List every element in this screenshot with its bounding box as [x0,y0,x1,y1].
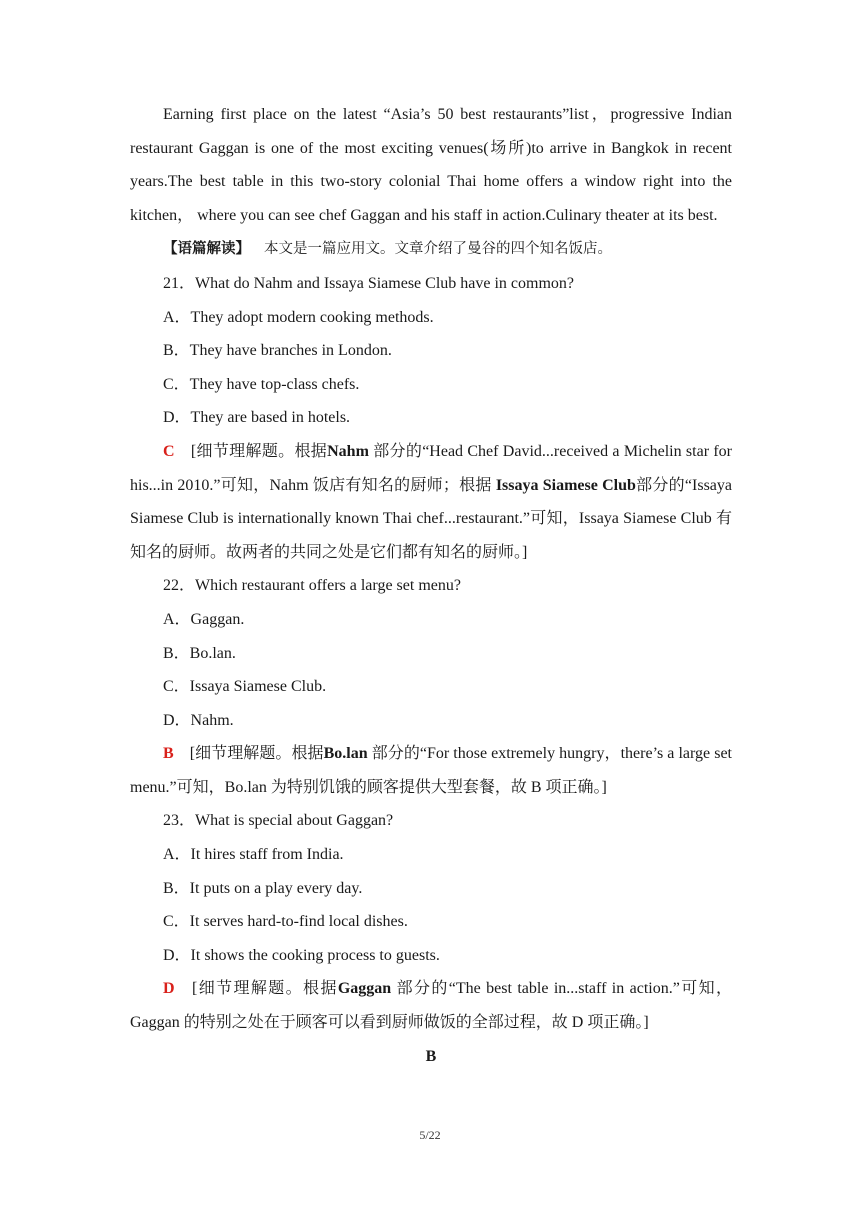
q22-option-c: C．Issaya Siamese Club. [163,678,327,696]
question-22: 22．Which restaurant offers a large set menu? [163,577,461,595]
q22-option-b: B．Bo.lan. [163,644,236,662]
q22-exp-b: Bo.lan [323,745,368,763]
q23-explanation [130,972,732,1039]
q21-exp-b: Nahm [327,442,369,460]
q23-option-c: C．It serves hard-to-find local dishes. [163,913,408,931]
q23-option-d: D．It shows the cooking process to guests. [163,946,440,964]
passage-paragraph: Earning first place on the latest “Asia’s 50 best restaurants”list，progressive Indian restaurant Gaggan is one of the most exciting venues(场所)to arrive in Bangkok in recent years.The best table in this two-story colonial Thai home offers a window right into the kitchen， where you can see chef Gaggan and his staff in action.Culinary theater at its best. [130,106,732,224]
q23-option-b: B．It puts on a play every day. [163,879,363,897]
document-content [130,98,732,1073]
q23-answer: D [163,980,175,998]
q21-option-c: C．They have top-class chefs. [163,375,360,393]
q21-exp-e: 部分的“Issaya Siamese Club is internationally known Thai chef...restaurant.”可知，Issaya Siamese Club 有知名的厨师。故两者的共同之处是它们都有知名的厨师。] [130,476,732,561]
section-label: B [425,1047,437,1065]
q22-answer: B [163,745,174,763]
q22-explanation [130,737,732,804]
question-21: 21．What do Nahm and Issaya Siamese Club have in common? [163,274,575,292]
q23-exp-a: [细节理解题。根据 [191,980,338,998]
q21-exp-c: 部分的“Head Chef David...received a Michelin star for his...in 2010.”可知，Nahm 饭店有知名的厨师；根据 [130,442,732,494]
q23-exp-c: 部分的“The best table in...staff in action.”可知，Gaggan 的特别之处在于顾客可以看到厨师做饭的全部过程，故 D 项正确。] [130,980,733,1032]
q22-option-a: A．Gaggan. [163,610,245,628]
q21-option-a: A．They adopt modern cooking methods. [163,308,434,326]
q22-exp-a: [细节理解题。根据 [189,745,324,763]
reading-interpretation [130,232,732,267]
q21-answer: C [163,442,175,460]
reading-text: 本文是一篇应用文。文章介绍了曼谷的四个知名饭店。 [264,241,612,258]
q21-exp-d: Issaya Siamese Club [495,476,636,494]
q22-option-d: D．Nahm. [163,711,234,729]
reading-label: 【语篇解读】 [163,241,250,258]
q21-option-d: D．They are based in hotels. [163,409,351,427]
q21-option-b: B．They have branches in London. [163,342,392,360]
q22-exp-c: 部分的“For those extremely hungry，there’s a large set menu.”可知，Bo.lan 为特别饥饿的顾客提供大型套餐，故 B 项正确。] [130,745,732,796]
q21-explanation [130,435,732,569]
q23-exp-b: Gaggan [337,980,392,998]
q21-exp-a: [细节理解题。根据 [190,442,328,460]
page-number: 5/22 [419,1128,441,1142]
question-23: 23．What is special about Gaggan? [163,812,394,830]
q23-option-a: A．It hires staff from India. [163,846,344,864]
